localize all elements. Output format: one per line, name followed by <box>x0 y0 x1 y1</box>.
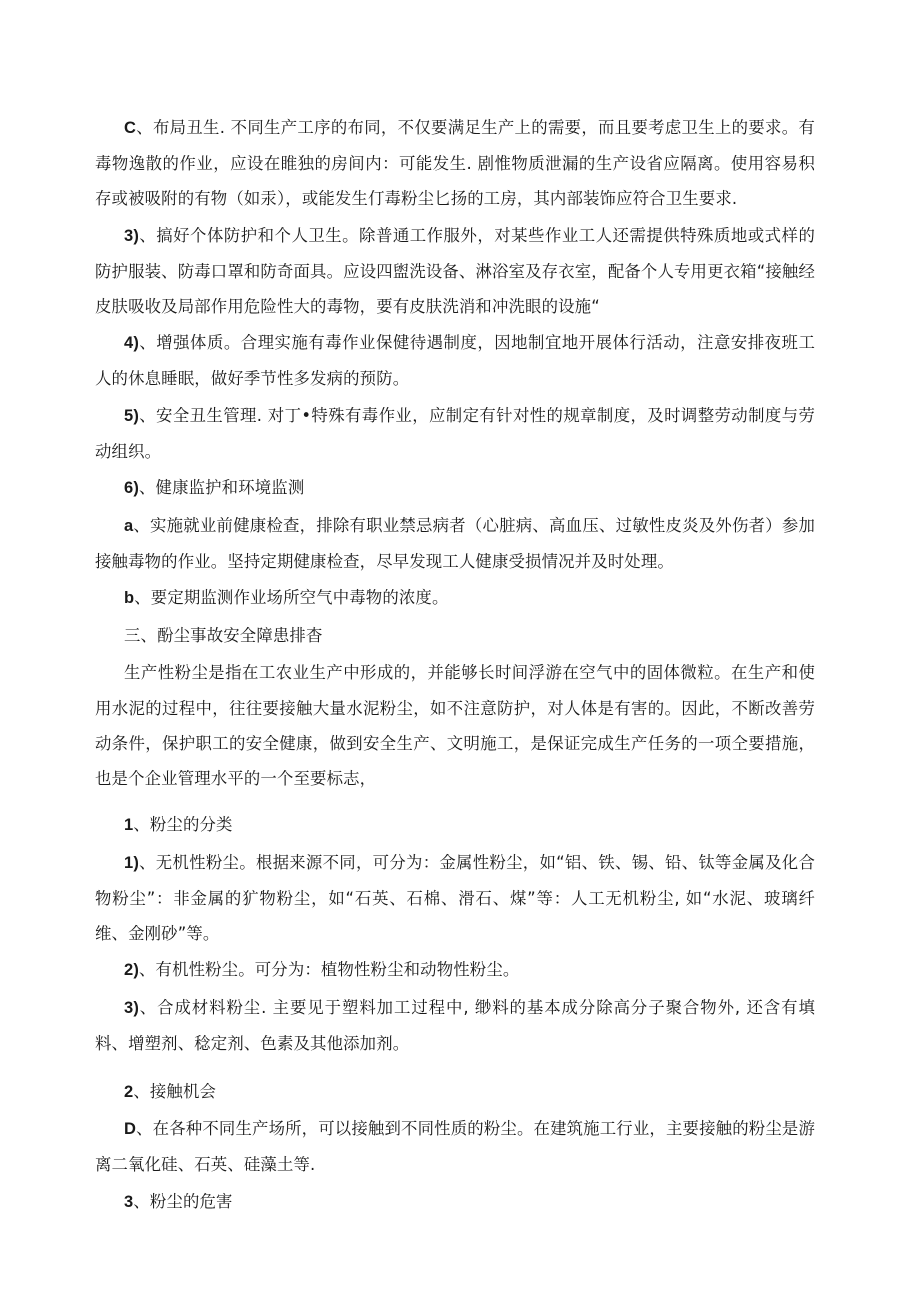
paragraph-organic-dust <box>95 952 815 988</box>
paragraph-pre-employment-check <box>95 508 815 579</box>
document-body <box>95 110 815 1220</box>
list-marker: 3) <box>124 226 139 245</box>
paragraph-text: 、粉尘的分类 <box>133 815 233 834</box>
list-marker: 3 <box>124 1192 134 1211</box>
paragraph-text: 、粉尘的危害 <box>133 1191 233 1211</box>
list-marker: 5) <box>124 406 139 425</box>
paragraph-exposure-sites <box>95 1111 815 1182</box>
list-marker: 1 <box>124 816 134 834</box>
list-marker: b <box>124 589 135 607</box>
paragraph-text: 、无机性粉尘。根据来源不同，可分为：金属性粉尘，如“铝、铁、锡、铅、钛等金属及化合物粉尘”：非金属的犷物粉尘，如“石英、石棉、滑石、煤”等：人工无机粉尘, 如“水泥、玻璃纤维、金刚砂”等。 <box>95 852 815 943</box>
list-marker: a <box>124 516 134 535</box>
paragraph-text: 、有机性粉尘。可分为：植物性粉尘和动物性粉尘。 <box>138 960 520 979</box>
list-marker: C <box>124 119 137 137</box>
paragraph-text: 、实施就业前健康检查，排除有职业禁忌病者（心脏病、高血压、过敏性皮炎及外伤者）参加接触毒物的作业。坚持定期健康检查，尽早发现工人健康受损情况并及时处理。 <box>95 515 815 571</box>
paragraph-inorganic-dust <box>95 845 815 951</box>
paragraph-synthetic-dust <box>95 990 815 1061</box>
paragraph-text: 、安全丑生管理. 对丁•特殊有毒作业，应制定有针对性的规章制度，及时调整劳动制度与劳动组织。 <box>95 405 815 461</box>
paragraph-health-monitoring <box>95 470 815 506</box>
paragraph-text: 、布局丑生. 不同生产工序的布同，不仅要满足生产上的需要，而且要考虑卫生上的要求。有毒物逸散的作业，应设在睢独的房间内：可能发生. 剧惟物质泄漏的生产设省应隔离。使用容易积存或被吸附的有物（如汞），或能发生仃毒粉尘匕扬的工房，其内部装饰应符合卫生要求. <box>95 118 815 208</box>
paragraph-text: 三、酚尘事故安全障患排杳 <box>124 625 323 645</box>
paragraph-text: 、要定期监测作业场所空气中毒物的浓度。 <box>134 588 449 607</box>
subheading-dust-classification <box>95 807 815 843</box>
paragraph-layout-hygiene <box>95 110 815 216</box>
paragraph-air-monitoring <box>95 580 815 616</box>
paragraph-safety-management <box>95 398 815 469</box>
paragraph-physical-fitness <box>95 325 815 396</box>
paragraph-text: 、增强体质。合理实施有毒作业保健待遇制度，因地制宜地开展体行活动，注意安排夜班工人的休息睡眠，做好季节性多发病的预防。 <box>95 333 815 388</box>
list-marker: 6) <box>124 479 139 497</box>
paragraph-text: 、搞好个体防护和个人卫生。除普通工作服外，对某些作业工人还需提供特殊质地或式样的防护服装、防毒口罩和防奇面具。应设四盥洗设备、淋浴室及存衣室，配备个人专用更衣箱“接触经皮肤吸收及局部作用危险性大的毒物，要有皮肤洗消和冲洗眼的设施“ <box>95 225 815 316</box>
paragraph-personal-protection <box>95 218 815 324</box>
subheading-exposure <box>95 1074 815 1110</box>
list-marker: D <box>124 1120 137 1138</box>
list-marker: 2) <box>124 961 139 979</box>
paragraph-productive-dust <box>95 655 815 796</box>
subheading-dust-hazards <box>95 1184 815 1220</box>
paragraph-text: 、在各种不同生产场所，可以接触到不同性质的粉尘。在建筑施工行业，主要接触的粉尘是游离二氧化硅、石英、硅藻土等. <box>95 1119 815 1174</box>
paragraph-text: 、健康监护和环境监测 <box>138 478 305 497</box>
list-marker: 3) <box>124 998 139 1017</box>
list-marker: 1) <box>124 853 139 872</box>
section-heading-dust-accident <box>95 618 815 654</box>
list-marker: 4) <box>124 334 139 352</box>
paragraph-text: 生产性粉尘是指在工农业生产中形成的，并能够长时间浮游在空气中的固体微粒。在生产和使用水泥的过程中，往往要接触大量水泥粉尘，如不注意防护，对人体是有害的。因此，不断改善劳动条件，保护职工的安全健康，做到安全生产、文明施工，是保证完成生产任务的一项仝要措施，也是个企业管理水平的一个至要标志， <box>95 663 815 788</box>
paragraph-text: 、接触机会 <box>133 1081 217 1101</box>
paragraph-text: 、合成材料粉尘. 主要见于塑料加工过程中, 缈料的基本成分除高分子聚合物外, 还含有填料、增塑剂、稔定剂、色素及其他添加剂。 <box>95 997 815 1053</box>
list-marker: 2 <box>124 1082 134 1101</box>
